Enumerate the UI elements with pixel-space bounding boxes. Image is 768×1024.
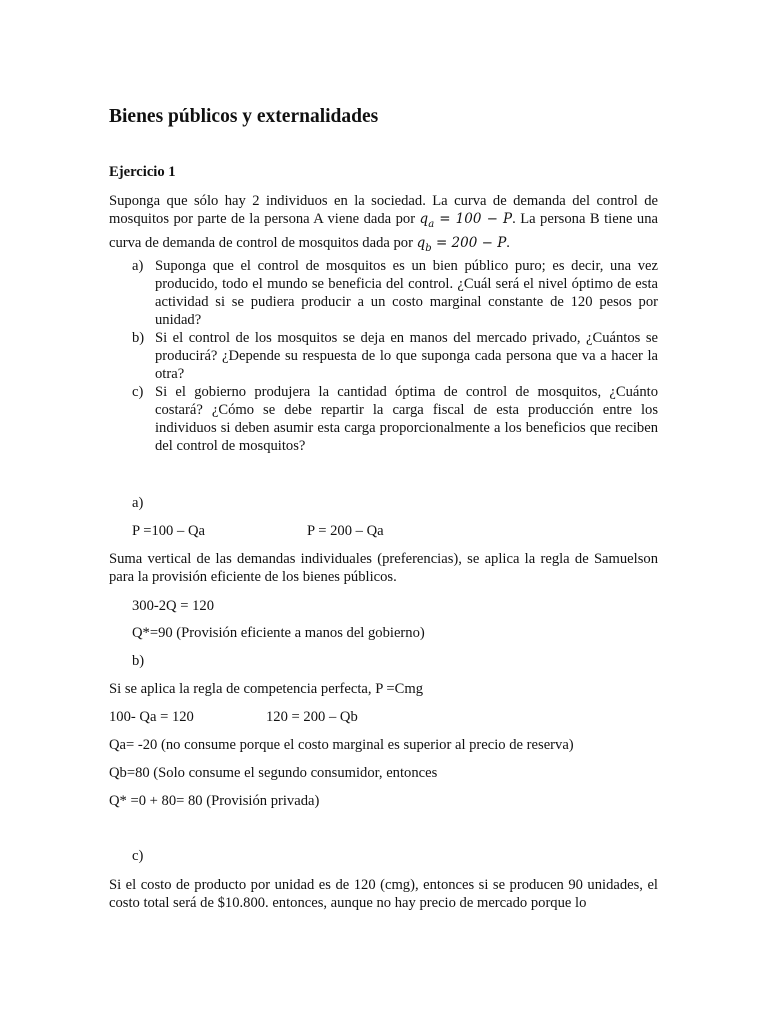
qa-subscript: a	[428, 218, 435, 230]
question-letter: c)	[132, 384, 144, 400]
answer-a-label: a)	[132, 495, 144, 511]
answer-a-eq2: P = 200 – Qa	[307, 523, 384, 539]
intro-text-3: .	[506, 234, 510, 251]
question-a	[109, 257, 658, 329]
answer-b-eq2: 120 = 200 – Qb	[266, 709, 358, 725]
answer-b-qb: Qb=80 (Solo consume el segundo consumidor, entonces	[109, 765, 438, 781]
qb-equation: = 200 − P	[431, 234, 507, 251]
question-list	[109, 257, 658, 455]
qb-variable: q	[416, 234, 426, 251]
question-b	[109, 329, 658, 383]
answer-b-rule: Si se aplica la regla de competencia perfecta, P =Cmg	[109, 681, 424, 697]
qa-variable: q	[419, 211, 429, 227]
answer-a-explanation: Suma vertical de las demandas individuales (preferencias), se aplica la regla de Samuelson para la provisión eficiente de los bienes públicos.	[109, 551, 658, 585]
intro-text-1: Suponga que sólo hay 2 individuos en la sociedad. La curva de demanda del control de mosquitos por parte de la persona A viene dada por	[109, 193, 658, 227]
answer-b-label: b)	[132, 653, 145, 669]
exercise-heading: Ejercicio 1	[109, 164, 176, 180]
question-text: Si el gobierno produjera la cantidad óptima de control de mosquitos, ¿Cuánto costará? ¿Cómo se debe repartir la carga fiscal de esta producción entre los individuos si deben asumir esta carga proporcionalmente a los beneficios que reciben del control de mosquitos?	[155, 384, 658, 454]
answer-a-eq1: P =100 – Qa	[132, 523, 205, 539]
answer-c-text: Si el costo de producto por unidad es de 120 (cmg), entonces si se producen 90 unidades, el costo total será de $10.800. entonces, aunque no hay precio de mercado porque lo	[109, 877, 658, 911]
question-c	[109, 383, 658, 455]
answer-b-total: Q* =0 + 80= 80 (Provisión privada)	[109, 793, 320, 809]
question-text: Si el control de los mosquitos se deja en manos del mercado privado, ¿Cuántos se producirá? ¿Depende su respuesta de lo que suponga cada persona que va a hacer la otra?	[155, 330, 658, 382]
answer-a-result: Q*=90 (Provisión eficiente a manos del gobierno)	[132, 625, 425, 641]
qa-equation: = 100 − P	[434, 211, 513, 227]
intro-text-2: . La persona B tiene una curva de demanda de control de mosquitos dada por	[109, 211, 659, 251]
answer-c-label: c)	[132, 848, 144, 864]
question-letter: a)	[132, 258, 144, 274]
document-title: Bienes públicos y externalidades	[109, 106, 379, 127]
question-text: Suponga que el control de mosquitos es un bien público puro; es decir, una vez producido, todo el mundo se beneficia del control. ¿Cuál será el nivel óptimo de esta actividad si se pudiera producir a un costo marginal constante de 120 pesos por unidad?	[155, 258, 658, 328]
intro-paragraph	[109, 192, 658, 258]
answer-b-eq1: 100- Qa = 120	[109, 709, 194, 725]
answer-b-qa: Qa= -20 (no consume porque el costo marginal es superior al precio de reserva)	[109, 737, 574, 753]
qb-subscript: b	[425, 242, 432, 254]
question-letter: b)	[132, 330, 145, 346]
answer-a-eq3: 300-2Q = 120	[132, 598, 215, 614]
